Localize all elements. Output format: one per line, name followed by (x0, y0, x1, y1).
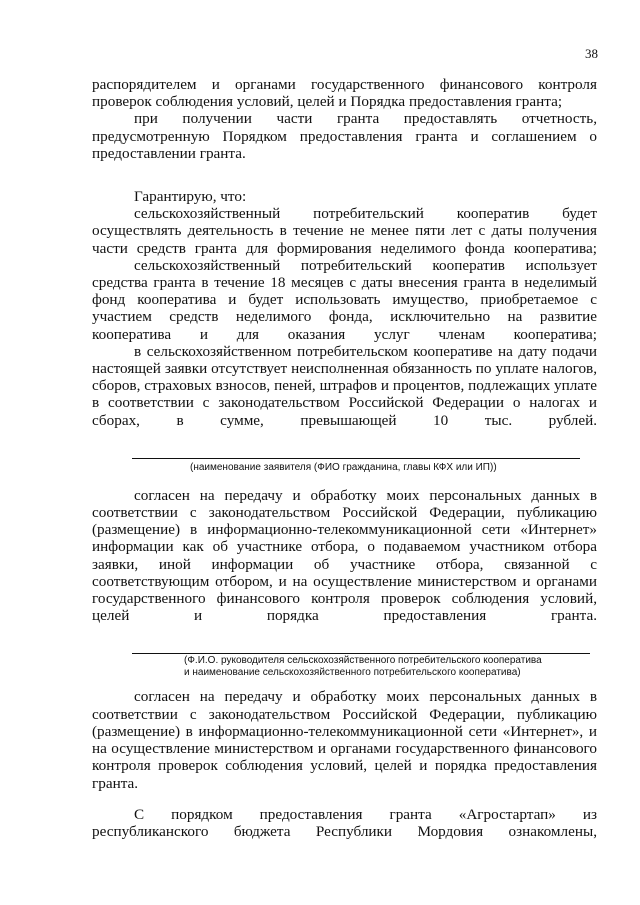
caption-cooperative-line2: и наименование сельскохозяйственного потребительского кооператива) (184, 667, 521, 679)
consent-paragraph-1: согласен на передачу и обработку моих персональных данных в соответствии с законодательством Российской Федерации, публикацию (размещение) в информационно-телекоммуникационной сети «Интернет» информации как об участнике отбора, о подаваемом участником отбора заявки, иной информации об участнике отбора, связанной с соответствующим отбором, и на осуществление министерством и органами государственного финансового контроля проверок соблюдения условий, целей и порядка предоставления гранта. (92, 486, 597, 625)
consent-paragraph-2: согласен на передачу и обработку моих персональных данных в соответствии с законодательством Российской Федерации, публикацию (размещение) в информационно-телекоммуникационной сети «Интернет», и на осуществление министерством и органами государственного финансового контроля проверок соблюдения условий, целей и порядка предоставления гранта. (92, 688, 597, 792)
page-number: 38 (585, 46, 598, 61)
signature-block-applicant (92, 429, 597, 487)
paragraph-top-1: распорядителем и органами государственного финансового контроля (92, 76, 597, 93)
guarantee-item-1: сельскохозяйственный потребительский кооператив будет осуществлять деятельность в течение не менее пяти лет с даты получения части средств гранта для формирования неделимого фонда кооператива; (92, 205, 597, 257)
paragraph-top-4: предусмотренную Порядком предоставления гранта и соглашением о (92, 127, 597, 145)
guarantee-item-3: в сельскохозяйственном потребительском кооперативе на дату подачи настоящей заявки отсутствует неисполненная обязанность по уплате налогов, сборов, страховых взносов, пеней, штрафов и процентов, подлежащих уплате в соответствии с законодательством Российской Федерации о налогах и сборах, в сумме, превышающей 10 тыс. рублей. (92, 342, 597, 429)
guarantee-heading: Гарантирую, что: (134, 188, 247, 206)
page-content (92, 76, 597, 840)
caption-cooperative-line1: (Ф.И.О. руководителя сельскохозяйственного потребительского кооператива (184, 655, 542, 667)
guarantee-item-2: сельскохозяйственный потребительский кооператив использует средства гранта в течение 18 месяцев с даты внесения гранта в неделимый фонд кооператива и будет использовать имущество, приобретаемое с участием средств неделимого фонда, исключительно на развитие кооператива и для оказания услуг членам кооператива; (92, 256, 597, 343)
signature-block-cooperative (92, 624, 597, 688)
paragraph-top-3: при получении части гранта предоставлять отчетность, (134, 110, 597, 128)
caption-applicant: (наименование заявителя (ФИО гражданина, главы КФХ или ИП)) (190, 461, 497, 473)
paragraph-top-5: предоставлении гранта. (92, 144, 246, 162)
final-paragraph: С порядком предоставления гранта «Агростартап» из республиканского бюджета Республики Мордовия ознакомлены, (92, 805, 597, 840)
signature-line (132, 458, 580, 459)
paragraph-top-2: проверок соблюдения условий, целей и Порядка предоставления гранта; (92, 93, 563, 111)
